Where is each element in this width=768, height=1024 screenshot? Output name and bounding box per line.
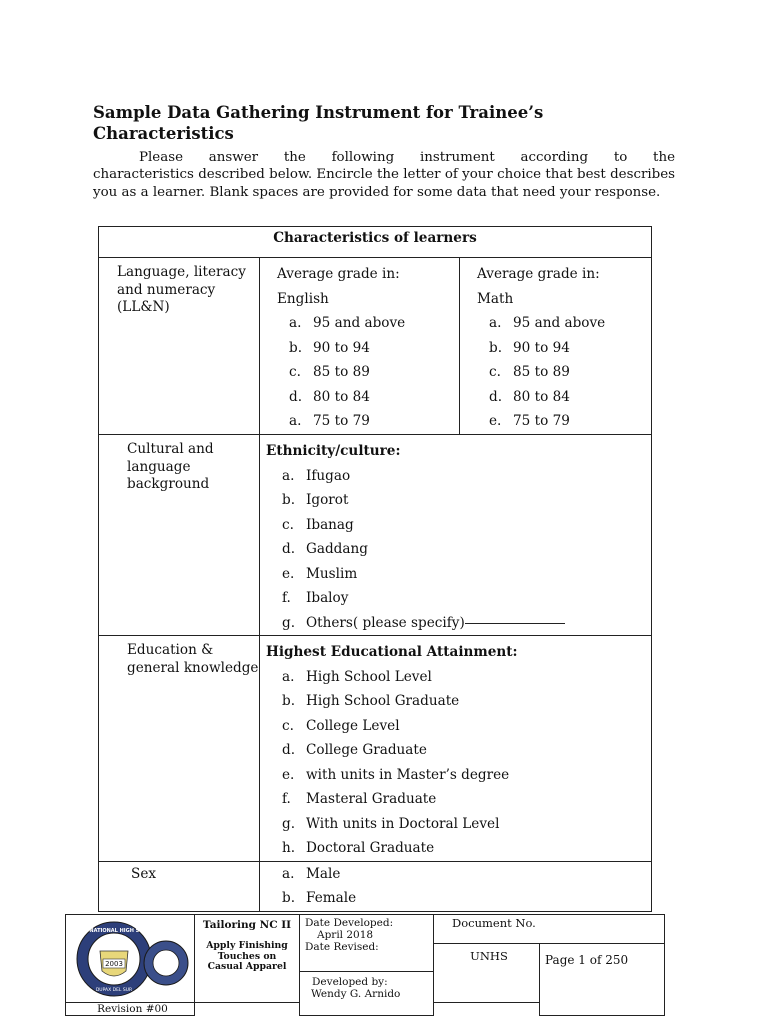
- english-option[interactable]: b. 90 to 94: [289, 339, 370, 356]
- developed-by-cell: [300, 972, 434, 1016]
- education-cell: [260, 636, 652, 862]
- school-logo-cell: [66, 915, 195, 1003]
- education-option[interactable]: f. Masteral Graduate: [282, 791, 437, 807]
- category-education: Education & general knowledge: [99, 636, 260, 862]
- document-footer: [65, 914, 665, 1016]
- category-sex: Sex: [99, 861, 260, 911]
- category-cultural: Cultural and language background: [99, 435, 260, 636]
- sex-option[interactable]: a. Male: [282, 865, 341, 882]
- document-no-value: UNHS: [434, 944, 540, 1003]
- english-grade-cell: [260, 258, 460, 435]
- education-option[interactable]: d. College Graduate: [282, 742, 427, 758]
- ethnicity-option[interactable]: a. Ifugao: [282, 467, 351, 484]
- education-option[interactable]: a. High School Level: [282, 668, 432, 685]
- math-subject: Math: [477, 290, 514, 307]
- ethnicity-option[interactable]: c. Ibanag: [282, 516, 354, 533]
- ethnicity-cell: [260, 435, 652, 636]
- education-heading: Highest Educational Attainment:: [266, 644, 518, 660]
- characteristics-table: [98, 226, 652, 912]
- english-subject: English: [277, 290, 329, 307]
- developed-by-label: Developed by:: [312, 976, 388, 988]
- document-title: [93, 102, 653, 144]
- english-option[interactable]: d. 80 to 84: [289, 388, 370, 405]
- sex-option[interactable]: b. Female: [282, 890, 357, 906]
- course-cell: [195, 915, 300, 1003]
- page-number: Page 1 of 250: [540, 944, 665, 1016]
- specify-blank[interactable]: [465, 611, 565, 624]
- document-no-label: Document No.: [434, 915, 665, 944]
- education-option[interactable]: c. College Level: [282, 717, 400, 734]
- course-title: Tailoring NC II: [202, 919, 292, 931]
- ethnicity-option[interactable]: f. Ibaloy: [282, 590, 349, 606]
- english-option[interactable]: c. 85 to 89: [289, 364, 370, 380]
- math-option[interactable]: d. 80 to 84: [489, 388, 570, 405]
- intro-rest: characteristics described below. Encircle the letter of your choice that best describes you as a learner. Blank spaces are provided for some data that need your response.: [93, 167, 675, 200]
- unit-line-3: Casual Apparel: [207, 961, 287, 972]
- math-option[interactable]: c. 85 to 89: [489, 364, 570, 380]
- ethnicity-option[interactable]: g. Others( please specify): [266, 611, 651, 636]
- dates-cell: [300, 915, 434, 972]
- math-heading: Average grade in:: [477, 266, 600, 282]
- ethnicity-option[interactable]: d. Gaddang: [282, 541, 368, 557]
- english-options: [277, 311, 459, 434]
- education-option[interactable]: h. Doctoral Graduate: [282, 840, 435, 856]
- education-option[interactable]: b. High School Graduate: [282, 693, 460, 709]
- logo-year: 2003: [105, 960, 123, 968]
- ethnicity-option[interactable]: e. Muslim: [282, 565, 358, 582]
- title-line-1: Sample Data Gathering Instrument for Trainee’s: [93, 103, 544, 122]
- title-line-2: Characteristics: [93, 124, 234, 143]
- revision: Revision #00: [66, 1003, 195, 1016]
- intro-line-1: Please answer the following instrument according to the: [139, 150, 675, 165]
- math-option[interactable]: e. 75 to 79: [489, 413, 570, 429]
- ethnicity-heading: Ethnicity/culture:: [266, 443, 401, 459]
- category-llnn: Language, literacy and numeracy (LL&N): [99, 258, 260, 435]
- intro-paragraph: [93, 149, 675, 201]
- math-option[interactable]: b. 90 to 94: [489, 339, 570, 356]
- logo-text-bottom: DUPAX DEL SUR: [95, 988, 133, 993]
- date-revised-label: Date Revised:: [305, 941, 379, 953]
- unit-line-1: Apply Finishing: [206, 940, 288, 951]
- logo-seal-right-inner: [153, 950, 179, 976]
- english-option[interactable]: a. 95 and above: [289, 315, 406, 331]
- ethnicity-option[interactable]: b. Igorot: [282, 492, 349, 508]
- math-option[interactable]: a. 95 and above: [489, 315, 606, 331]
- sex-cell: [260, 861, 652, 911]
- english-option[interactable]: a. 75 to 79: [289, 413, 370, 429]
- math-options: [477, 311, 651, 434]
- school-logo: [66, 915, 192, 999]
- ethnicity-options: [266, 464, 651, 636]
- date-developed-label: Date Developed:: [305, 917, 394, 929]
- math-grade-cell: [460, 258, 652, 435]
- education-options: [266, 665, 651, 861]
- unit-line-2: Touches on: [217, 950, 277, 962]
- date-developed-value: April 2018: [317, 929, 374, 941]
- table-header: Characteristics of learners: [99, 227, 652, 258]
- developed-by-value: Wendy G. Arnido: [311, 988, 401, 1000]
- english-heading: Average grade in:: [277, 266, 400, 282]
- education-option[interactable]: g. With units in Doctoral Level: [282, 815, 500, 832]
- logo-text-top: UNION NATIONAL HIGH SCHOOL: [69, 928, 159, 934]
- education-option[interactable]: e. with units in Master’s degree: [282, 766, 510, 783]
